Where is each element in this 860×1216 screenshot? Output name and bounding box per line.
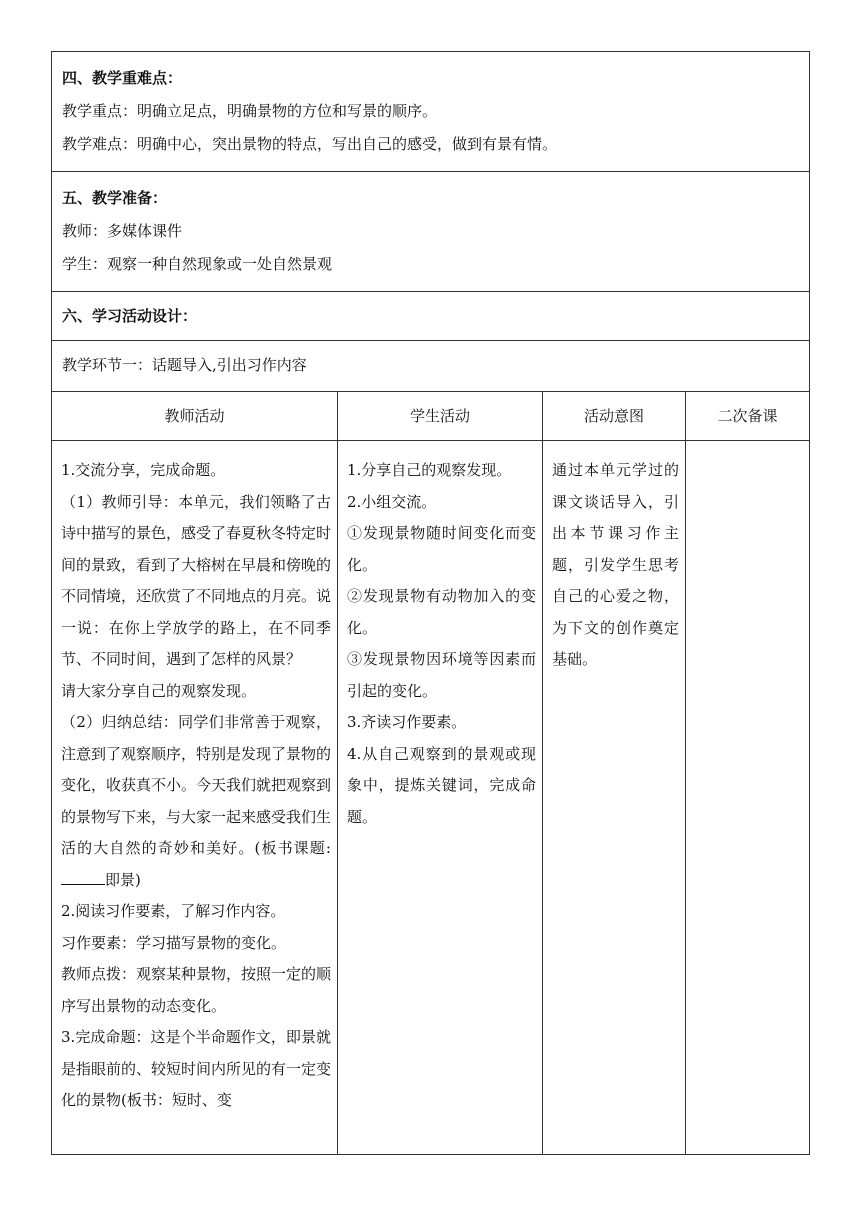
student-item-2-2: ②发现景物有动物加入的变化。 (347, 587, 536, 637)
student-item-2-3: ③发现景物因环境等因素而引起的变化。 (347, 650, 536, 700)
title-blank (61, 870, 105, 885)
teacher-item-element: 习作要素：学习描写景物的变化。 (61, 933, 287, 952)
teacher-item-3: 3.完成命题：这是个半命题作文，即景就是指眼前的、较短时间内所见的有一定变化的景物(板书：短时、变 (61, 1028, 332, 1109)
student-item-2-1: ①发现景物随时间变化而变化。 (347, 524, 536, 574)
student-prep-text: 学生：观察一种自然现象或一处自然景观 (62, 255, 333, 273)
teacher-item-1: 1.交流分享，完成命题。 (61, 461, 226, 479)
teacher-item-1-1: （1）教师引导：本单元，我们领略了古诗中描写的景色，感受了春夏秋冬特定时间的景致，看到了大榕树在早晨和傍晚的不同情境，还欣赏了不同地点的月亮。说一说：在你上学放学的路上，在不同季节、不同时间，遇到了怎样的风景？ (61, 492, 332, 668)
section-difficulty-row (52, 52, 810, 172)
header-teacher-activity: 教师活动 (52, 392, 338, 441)
student-item-3: 3.齐读习作要素。 (347, 713, 467, 731)
section-heading-activity-design: 六、学习活动设计： (62, 307, 198, 325)
teacher-item-share: 请大家分享自己的观察发现。 (61, 681, 257, 700)
student-item-2: 2.小组交流。 (347, 492, 437, 511)
activity-intent-cell (543, 441, 686, 1155)
section-heading-difficulty: 四、教学重难点： (62, 69, 183, 87)
section-heading-preparation: 五、教学准备： (62, 189, 168, 207)
student-item-4: 4.从自己观察到的景观或现象中，提炼关键词，完成命题。 (347, 744, 536, 826)
teacher-item-2: 2.阅读习作要素，了解习作内容。 (61, 902, 286, 920)
intent-text: 通过本单元学过的课文谈话导入，引出本节课习作主题，引发学生思考自己的心爱之物，为下文的创作奠定基础。 (552, 461, 679, 668)
table-body-row (52, 441, 810, 1155)
section-activity-design-row (52, 292, 810, 341)
stage-one-title: 教学环节一：话题导入,引出习作内容 (62, 356, 307, 374)
teacher-item-hint: 教师点拨：观察某种景物，按照一定的顺序写出景物的动态变化。 (61, 965, 332, 1015)
hard-point-text: 教学难点：明确中心，突出景物的特点，写出自己的感受，做到有景有情。 (62, 135, 558, 153)
student-item-1: 1.分享自己的观察发现。 (347, 461, 512, 479)
stage-one-row (52, 341, 810, 392)
header-activity-intent: 活动意图 (543, 392, 686, 441)
teacher-prep-text: 教师：多媒体课件 (62, 222, 183, 240)
key-point-text: 教学重点：明确立足点，明确景物的方位和写景的顺序。 (62, 102, 438, 120)
header-second-prep: 二次备课 (686, 392, 810, 441)
teacher-activity-cell (52, 441, 338, 1155)
teacher-item-1-2: （2）归纳总结：同学们非常善于观察，注意到了观察顺序，特别是发现了景物的变化，收获真不小。今天我们就把观察到的景物写下来，与大家一起来感受我们生活的大自然的奇妙和美好。(板书课题:即景) (61, 713, 332, 889)
student-activity-cell (338, 441, 543, 1155)
lesson-plan-table (51, 51, 810, 1155)
table-header-row (52, 392, 810, 441)
header-student-activity: 学生活动 (338, 392, 543, 441)
section-preparation-row (52, 172, 810, 292)
second-prep-cell (686, 441, 810, 1155)
